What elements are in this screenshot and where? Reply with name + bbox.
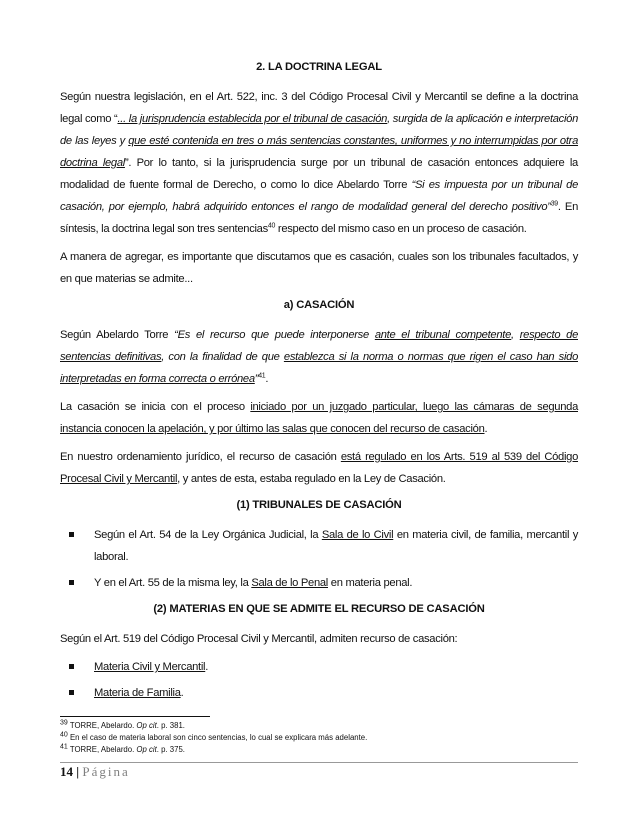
text-run: . En síntesis, la doctrina legal son tres sentencias	[60, 201, 578, 235]
text-run: ”. Por lo tanto, si la jurisprudencia surge por un tribunal de casación entonces adquiere la modalidad de fuente formal de Derecho, o como lo dice Abelardo Torre	[60, 157, 578, 191]
section-heading-casacion: a) CASACIÓN	[283, 299, 355, 311]
paragraph-doctrina-legal	[60, 86, 578, 240]
bullet-list-tribunales	[60, 524, 578, 594]
quote-underlined: establezca si la norma o normas que rigen el caso han sido interpretadas en forma correcta o errónea	[60, 351, 578, 385]
footnote-number: 39	[60, 719, 68, 727]
footnote-number: 41	[60, 743, 68, 751]
footer-label: Página	[82, 764, 130, 779]
footnote-italic: Op cit	[136, 721, 157, 730]
page-number: 14	[60, 764, 73, 779]
footnote-text: TORRE, Abelardo.	[69, 745, 137, 754]
quote-italic: , surgida de la aplicación e interpretación de las leyes y	[60, 113, 578, 147]
footer-separator: |	[76, 764, 80, 779]
footnote-text: . p. 381.	[156, 721, 185, 730]
footnote-ref: 41	[258, 372, 266, 380]
footnote-text: . p. 375.	[156, 745, 185, 754]
list-item	[65, 524, 578, 568]
bullet-square-icon	[69, 664, 74, 669]
footnote	[60, 720, 578, 732]
text-run: en materia civil, de familia, mercantil y laboral.	[94, 529, 578, 563]
underlined-text: está regulado en los Arts. 519 al 539 del Código Procesal Civil y Mercantil	[60, 451, 579, 485]
text-run: La casación se inicia con el proceso	[60, 401, 251, 413]
bullet-square-icon	[69, 532, 74, 537]
paragraph-materias-intro: Según el Art. 519 del Código Procesal Civil y Mercantil, admiten recurso de casación:	[60, 633, 458, 645]
footnote-text: TORRE, Abelardo.	[69, 721, 137, 730]
quote-underlined: que esté contenida en tres o más sentencias constantes, uniformes y no interrumpidas por otra doctrina legal	[60, 135, 579, 169]
footer-divider	[60, 762, 578, 763]
quote-italic: “Es el recurso que puede interponerse	[174, 329, 375, 341]
underlined-text: Materia de Familia	[94, 687, 181, 699]
list-item	[65, 682, 578, 704]
subheading-materias: (2) MATERIAS EN QUE SE ADMITE EL RECURSO DE CASACIÓN	[153, 603, 485, 615]
footnote-number: 40	[60, 731, 68, 739]
quote-underlined: ante el tribunal competente	[374, 329, 511, 341]
list-item	[65, 572, 578, 594]
footnote-text: En el caso de materia laboral son cinco sentencias, lo cual se explicara más adelante.	[69, 733, 368, 742]
list-item	[65, 656, 578, 678]
text-run: .	[484, 423, 488, 435]
paragraph-ordenamiento	[60, 446, 578, 490]
underlined-text: Sala de lo Penal	[251, 577, 328, 589]
text-run: Y en el Art. 55 de la misma ley, la	[94, 577, 252, 589]
paragraph-casacion-definicion	[60, 324, 578, 390]
text-run: .	[205, 661, 209, 673]
text-run: respecto del mismo caso en un proceso de casación.	[275, 223, 527, 235]
text-run: , y antes de esta, estaba regulado en la Ley de Casación.	[177, 473, 446, 485]
quote-underlined: respecto de sentencias definitivas	[60, 329, 579, 363]
footnote	[60, 732, 578, 744]
paragraph-casacion-inicio	[60, 396, 578, 440]
subheading-tribunales: (1) TRIBUNALES DE CASACIÓN	[236, 499, 402, 511]
text-run: .	[180, 687, 184, 699]
footnote-ref: 40	[267, 222, 276, 230]
text-run: en materia penal.	[328, 577, 413, 589]
section-heading-doctrina-legal: 2. LA DOCTRINA LEGAL	[256, 61, 382, 73]
quote-italic: “Si es impuesta por un tribunal de casación, por ejemplo, habrá adquirido entonces el rango de modalidad general del derecho positivo”	[60, 179, 578, 213]
bullet-list-materias	[60, 656, 578, 704]
text-run: .	[265, 373, 269, 385]
bullet-square-icon	[69, 580, 74, 585]
quote-underlined: ... la jurisprudencia establecida por el tribunal de casación	[117, 113, 388, 125]
footnote	[60, 744, 578, 756]
page-body	[60, 58, 578, 710]
underlined-text: Sala de lo Civil	[321, 529, 394, 541]
footnote-ref: 39	[550, 200, 558, 208]
footnotes	[60, 720, 578, 756]
bullet-square-icon	[69, 690, 74, 695]
quote-italic: , con la finalidad de que	[161, 351, 284, 363]
underlined-text: iniciado por un juzgado particular, luego las cámaras de segunda instancia conocen la apelación, y por último las salas que conocen del recurso de casación	[60, 401, 578, 435]
footnote-divider	[60, 716, 210, 717]
text-run: Según Abelardo Torre	[60, 329, 175, 341]
text-run: Según el Art. 54 de la Ley Orgánica Judicial, la	[94, 529, 322, 541]
text-run: En nuestro ordenamiento jurídico, el recurso de casación	[60, 451, 341, 463]
page-footer	[60, 764, 130, 780]
text-run: Según nuestra legislación, en el Art. 522, inc. 3 del Código Procesal Civil y Mercantil se define a la doctrina legal como “	[60, 91, 578, 125]
quote-italic: ”	[254, 373, 259, 385]
paragraph-agregar: A manera de agregar, es importante que discutamos que es casación, cuales son los tribunales facultados, y en que materias se admite...	[60, 251, 578, 285]
underlined-text: Materia Civil y Mercantil	[94, 661, 206, 673]
quote-italic: ,	[511, 329, 520, 341]
footnote-italic: Op cit	[136, 745, 157, 754]
